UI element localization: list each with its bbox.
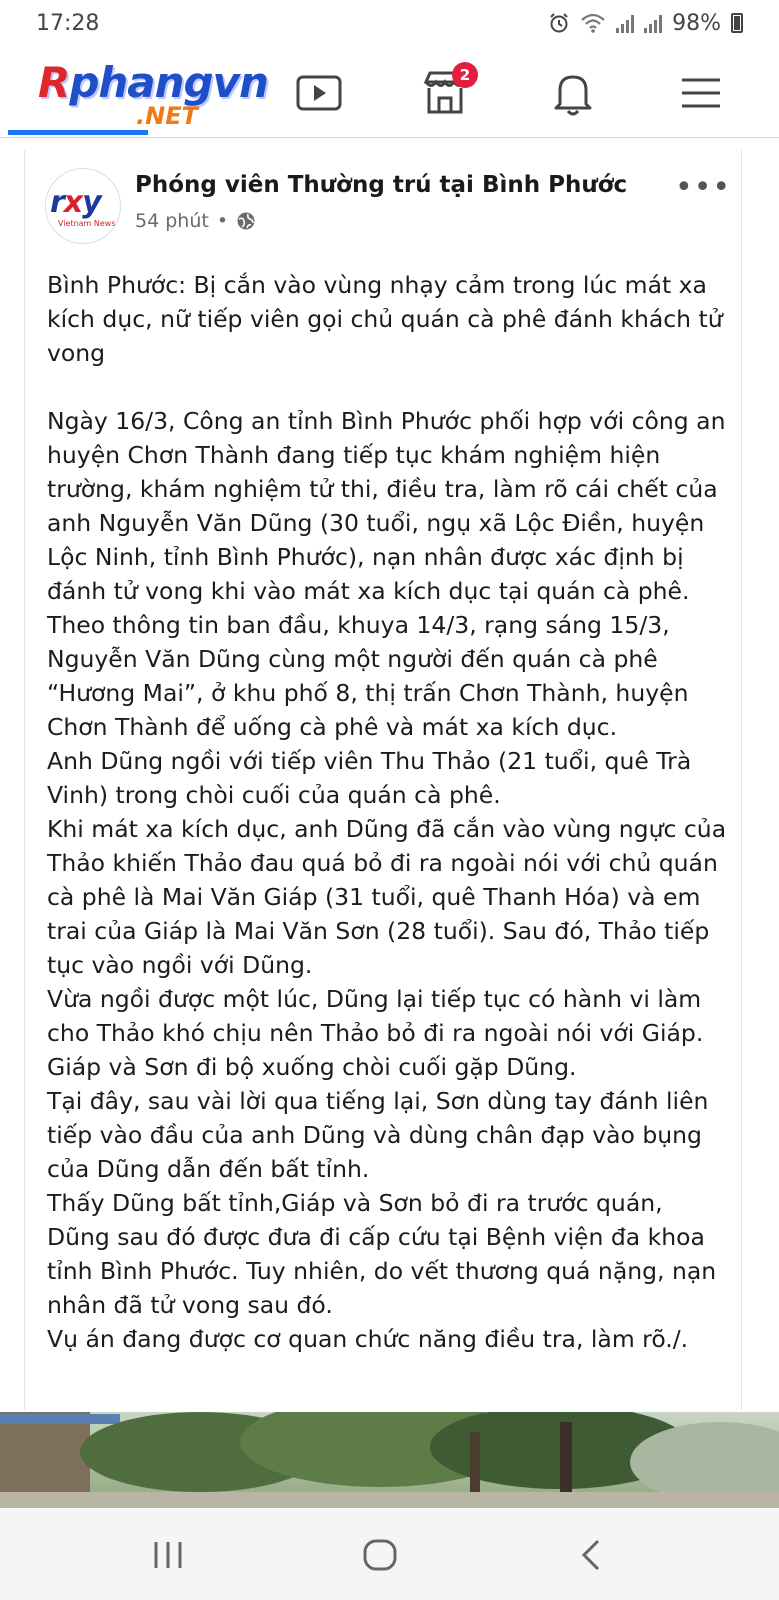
notification-badge: 2 <box>452 62 478 88</box>
post-paragraph: Thấy Dũng bất tỉnh,Giáp và Sơn bỏ đi ra trước quán, Dũng sau đó được đưa đi cấp cứu tại Bệnh viện đa khoa tỉnh Bình Phước. Tuy nhiên, do vết thương quá nặng, nạn nhân đã tử vong sau đó. <box>47 1189 717 1319</box>
wifi-icon <box>580 12 606 34</box>
logo-text: Rphangvn <box>38 58 268 107</box>
post-paragraph: Vụ án đang được cơ quan chức năng điều tra, làm rõ./. <box>47 1325 689 1353</box>
avatar-logo-text: rxy <box>50 185 101 220</box>
active-tab-indicator <box>8 130 148 135</box>
status-time: 17:28 <box>36 10 100 36</box>
battery-percent: 98% <box>672 10 721 36</box>
post-paragraph: Vừa ngồi được một lúc, Dũng lại tiếp tục có hành vi làm cho Thảo khó chịu nên Thảo bỏ đi ra ngoài nói với Giáp. <box>47 985 704 1047</box>
post-author[interactable]: Phóng viên Thường trú tại Bình Phước <box>135 172 628 198</box>
globe-icon <box>236 211 256 231</box>
app-header <box>0 52 779 138</box>
video-icon[interactable] <box>294 68 344 118</box>
status-icons <box>548 11 743 36</box>
recent-apps-icon[interactable] <box>148 1538 188 1572</box>
avatar-caption: Vietnam News <box>58 219 116 228</box>
post-paragraph: Ngày 16/3, Công an tỉnh Bình Phước phối hợp với công an huyện Chơn Thành đang tiếp tục khám nghiệm hiện trường, khám nghiệm tử thi, điều tra, làm rõ cái chết của anh Nguyễn Văn Dũng (30 tuổi, ngụ xã Lộc Điền, huyện Lộc Ninh, tỉnh Bình Phước), nạn nhân được xác định bị đánh tử vong khi vào mát xa kích dục tại quán cà phê. <box>47 407 726 605</box>
post-paragraph: Khi mát xa kích dục, anh Dũng đã cắn vào vùng ngực của Thảo khiến Thảo đau quá bỏ đi ra ngoài nói với chủ quán cà phê là Mai Văn Giáp (31 tuổi, quê Thanh Hóa) và em trai của Giáp là Mai Văn Sơn (28 tuổi). Sau đó, Thảo tiếp tục vào ngồi với Dũng. <box>47 815 727 979</box>
signal-icon <box>644 13 662 33</box>
logo-subtext: .NET <box>136 102 198 130</box>
post-image-scene <box>0 1412 779 1508</box>
meta-separator: • <box>216 210 229 232</box>
home-logo[interactable] <box>38 58 278 132</box>
avatar[interactable] <box>45 168 121 244</box>
post-meta <box>135 210 256 232</box>
bell-icon[interactable] <box>548 68 598 118</box>
status-bar <box>0 0 779 46</box>
post-time[interactable]: 54 phút <box>135 210 209 232</box>
post-headline: Bình Phước: Bị cắn vào vùng nhạy cảm trong lúc mát xa kích dục, nữ tiếp viên gọi chủ quán cà phê đánh khách tử vong <box>47 271 723 367</box>
post-paragraph: Theo thông tin ban đầu, khuya 14/3, rạng sáng 15/3, Nguyễn Văn Dũng cùng một người đến quán cà phê “Hương Mai”, ở khu phố 8, thị trấn Chơn Thành, huyện Chơn Thành để uống cà phê và mát xa kích dục. <box>47 611 689 741</box>
post-card <box>24 150 742 1410</box>
signal-icon <box>616 13 634 33</box>
post-paragraph: Tại đây, sau vài lời qua tiếng lại, Sơn dùng tay đánh liên tiếp vào đầu của anh Dũng và dùng chân đạp vào bụng của Dũng dẫn đến bất tỉnh. <box>47 1087 709 1183</box>
system-nav-bar <box>0 1508 779 1600</box>
menu-icon[interactable] <box>676 68 726 118</box>
more-options-button[interactable]: ••• <box>675 170 732 205</box>
back-icon[interactable] <box>572 1538 612 1572</box>
battery-icon <box>731 13 743 33</box>
post-body <box>47 268 727 1356</box>
post-image[interactable] <box>0 1412 779 1508</box>
alarm-icon <box>548 12 570 34</box>
post-paragraph: Anh Dũng ngồi với tiếp viên Thu Thảo (21 tuổi, quê Trà Vinh) trong chòi cuối của quán cà phê. <box>47 747 692 809</box>
home-icon[interactable] <box>360 1538 400 1572</box>
post-paragraph: Giáp và Sơn đi bộ xuống chòi cuối gặp Dũng. <box>47 1053 577 1081</box>
